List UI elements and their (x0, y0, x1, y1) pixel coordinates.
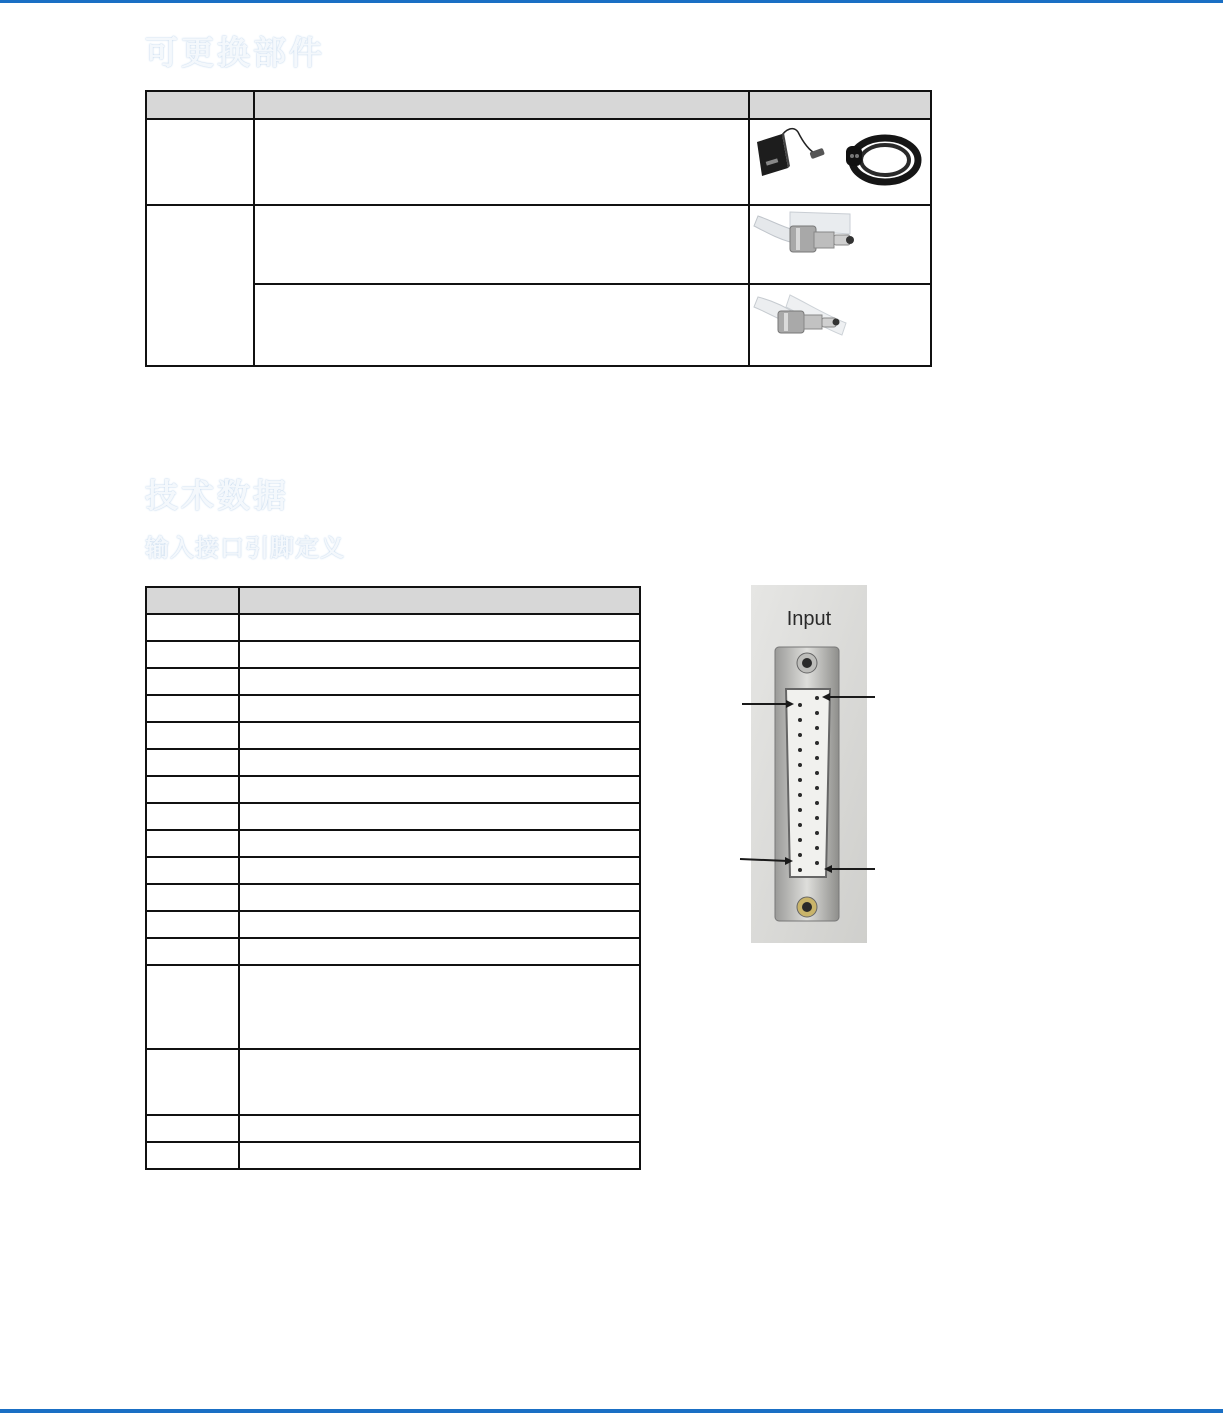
table-row (146, 284, 931, 366)
bottom-accent-rule (0, 1409, 1223, 1413)
header-cell (146, 91, 254, 119)
input-connector-figure (738, 585, 878, 943)
table-row (146, 695, 640, 722)
table-row (146, 965, 640, 1049)
straight-tube-fitting-icon (754, 295, 846, 335)
function-cell (239, 1115, 640, 1142)
function-cell (239, 857, 640, 884)
pin-cell (146, 911, 239, 938)
photo-cell (749, 119, 931, 205)
pin-cell (146, 776, 239, 803)
pin-cell (146, 722, 239, 749)
table-cell (146, 205, 254, 366)
table-cell (146, 119, 254, 205)
table-row (146, 722, 640, 749)
power-cord-icon (846, 138, 918, 182)
pin-cell (146, 965, 239, 1049)
top-accent-rule (0, 0, 1223, 3)
table-row (146, 938, 640, 965)
table-row (146, 1049, 640, 1115)
function-cell (239, 911, 640, 938)
pin-cell (146, 641, 239, 668)
power-supply-photo (750, 120, 928, 200)
table-row (146, 749, 640, 776)
table-row (146, 830, 640, 857)
table-row (146, 119, 931, 205)
photo-cell (749, 205, 931, 284)
photo-cell (749, 284, 931, 366)
table-row (146, 776, 640, 803)
function-cell (239, 695, 640, 722)
table-row (146, 1115, 640, 1142)
power-adapter-icon (757, 129, 825, 176)
table-row (146, 614, 640, 641)
table-cell (254, 119, 749, 205)
header-cell (254, 91, 749, 119)
subheading-input-pinout: 输入接口引脚定义 (145, 534, 345, 562)
pin-cell (146, 614, 239, 641)
pin-cell (146, 749, 239, 776)
replacement-parts-table (145, 90, 932, 367)
pin-cell (146, 668, 239, 695)
d-sub-25-connector-icon (738, 585, 878, 943)
connector-socket (786, 689, 830, 877)
tube-fitting-icon (754, 212, 854, 252)
table-cell (254, 205, 749, 284)
function-cell (239, 722, 640, 749)
input-pin-table (145, 586, 641, 1170)
function-cell (239, 1049, 640, 1115)
pin-cell (146, 857, 239, 884)
section-heading-replacement-parts: 可更换部件 (145, 33, 325, 72)
pin-cell (146, 1115, 239, 1142)
connector-label: Input (786, 608, 832, 630)
header-cell (146, 587, 239, 614)
pin-cell (146, 803, 239, 830)
table-row (146, 803, 640, 830)
table-row (146, 1142, 640, 1169)
section-heading-technical-data: 技术数据 (145, 476, 289, 515)
table-row (146, 205, 931, 284)
tube-fitting-photo (750, 206, 928, 279)
pin-cell (146, 1049, 239, 1115)
pin-cell (146, 938, 239, 965)
function-cell (239, 749, 640, 776)
pin-cell (146, 830, 239, 857)
function-cell (239, 776, 640, 803)
function-cell (239, 641, 640, 668)
table-row (146, 884, 640, 911)
function-cell (239, 830, 640, 857)
table-header-row (146, 587, 640, 614)
table-cell (254, 284, 749, 366)
table-row (146, 857, 640, 884)
table-row (146, 911, 640, 938)
header-cell (749, 91, 931, 119)
function-cell (239, 965, 640, 1049)
function-cell (239, 884, 640, 911)
pin-cell (146, 1142, 239, 1169)
function-cell (239, 668, 640, 695)
header-cell (239, 587, 640, 614)
function-cell (239, 1142, 640, 1169)
pin-cell (146, 695, 239, 722)
table-header-row (146, 91, 931, 119)
function-cell (239, 938, 640, 965)
table-row (146, 668, 640, 695)
function-cell (239, 614, 640, 641)
function-cell (239, 803, 640, 830)
pin-cell (146, 884, 239, 911)
table-row (146, 641, 640, 668)
straight-fitting-photo (750, 285, 928, 361)
